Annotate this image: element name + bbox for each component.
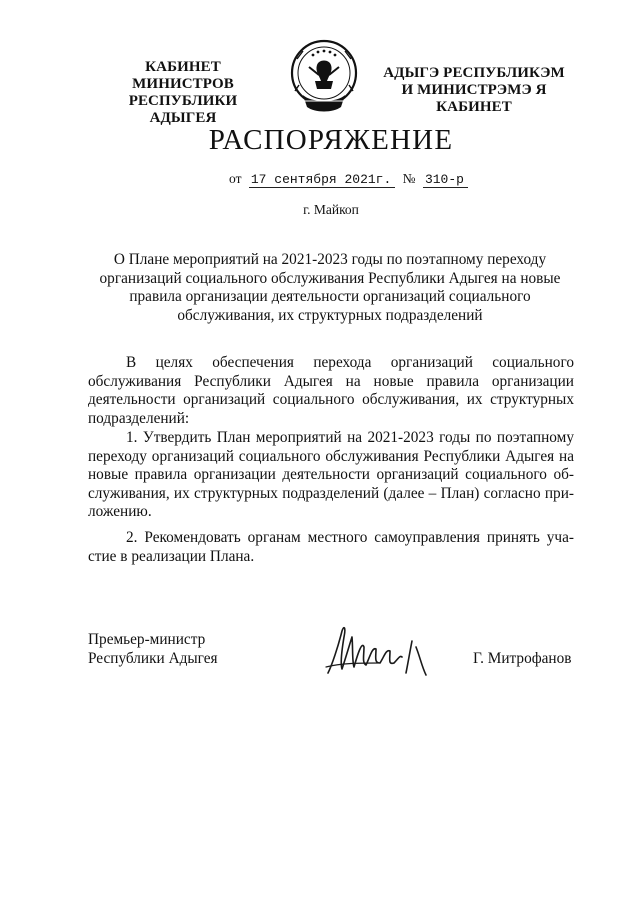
subject-line: О Плане мероприятий на 2021-2023 годы по поэтапному переходу bbox=[113, 251, 547, 268]
preamble-paragraph: В целях обеспечения перехода организаций социального обслуживания Республики Адыгея на новые правила организации деятельности организаций социального обслуживания, их структурных подразделений: bbox=[88, 354, 574, 427]
coat-of-arms-icon bbox=[285, 37, 363, 117]
signatory-title-line-1: Премьер-министр bbox=[88, 631, 206, 648]
subject-line: организаций социального обслуживания Республики Адыгея на новые bbox=[99, 269, 561, 287]
date-number-line bbox=[225, 171, 468, 188]
issuer-line-adyghe-2: И МИНИСТРЭМЭ Я КАБИНЕТ bbox=[401, 82, 547, 115]
signature-stroke bbox=[328, 628, 402, 673]
item-2-paragraph: 2. Рекомендовать органам местного самоуправления принять участие в реализации Плана. bbox=[88, 529, 574, 565]
item-1-paragraph: 1. Утвердить План мероприятий на 2021-2023 годы по поэтапному переходу организаций социального обслуживания Республики Адыгея на новые правила организации деятельности организаций социального обслуживания, их структурных подразделений (далее – План) согласно приложению. bbox=[88, 429, 574, 520]
signature-stroke bbox=[326, 663, 378, 667]
number-value: 310-р bbox=[423, 173, 468, 188]
subject-line: обслуживания, их структурных подразделений bbox=[177, 306, 483, 324]
handwritten-signature bbox=[322, 617, 434, 683]
signatory-name: Г. Митрофанов bbox=[473, 650, 572, 667]
document-subject bbox=[90, 251, 570, 325]
issuer-name-adyghe bbox=[368, 65, 580, 116]
signatory-title bbox=[88, 631, 218, 668]
issuer-name-russian bbox=[95, 59, 271, 127]
date-label: от bbox=[229, 171, 242, 186]
issuer-line-adyghe-1: АДЫГЭ РЕСПУБЛИКЭМ bbox=[383, 65, 565, 81]
signature-stroke bbox=[406, 641, 426, 675]
issuer-line-2: РЕСПУБЛИКИ АДЫГЕЯ bbox=[128, 93, 238, 126]
city: г. Майкоп bbox=[303, 202, 359, 217]
signatory-title-line-2: Республики Адыгея bbox=[88, 649, 218, 667]
issuer-line-1: КАБИНЕТ МИНИСТРОВ bbox=[132, 59, 234, 92]
document-title: РАСПОРЯЖЕНИЕ bbox=[208, 124, 454, 156]
date-value: 17 сентября 2021г. bbox=[249, 173, 395, 188]
subject-line: правила организации деятельности организаций социального bbox=[129, 288, 531, 305]
number-label: № bbox=[402, 171, 416, 186]
